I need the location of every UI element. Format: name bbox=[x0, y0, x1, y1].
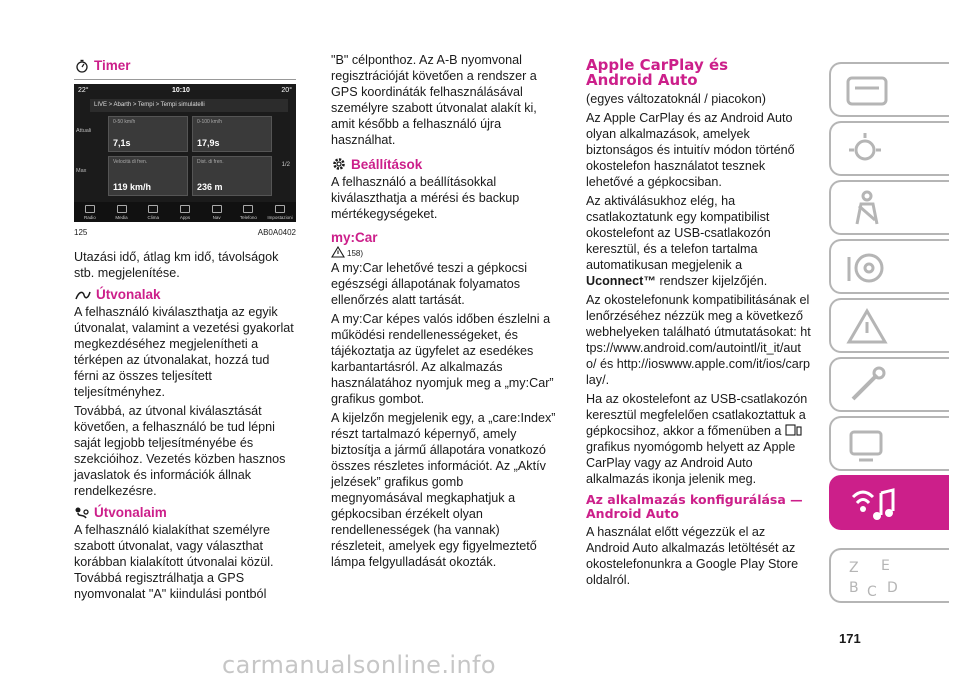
carplay-heading-line-2: Android Auto bbox=[586, 71, 698, 89]
utvonalak-heading-text: Útvonalak bbox=[96, 287, 161, 302]
tile-label: Dist. di fren. bbox=[197, 159, 224, 165]
nav-media: Media bbox=[109, 205, 135, 220]
warning-lights-icon bbox=[843, 129, 893, 171]
tile-0-50 bbox=[108, 116, 188, 152]
figure-caption bbox=[74, 228, 296, 237]
tile-value: 236 m bbox=[197, 182, 223, 192]
service-tools-icon bbox=[843, 365, 893, 407]
paragraph-carplay-3: Az okostelefonunk kompatibilitásának ellenőrzéséhez nézzük meg a következő webhelyeken található útmutatásokat: https://www.android.com/autointl/it_it/auto/ és http://ioswww.apple.com/it/ios/carplay/. bbox=[586, 293, 811, 387]
tab-index[interactable] bbox=[829, 548, 949, 603]
config-heading bbox=[586, 493, 811, 521]
timer-heading bbox=[74, 58, 296, 73]
tile-brake-distance bbox=[192, 156, 272, 196]
mycar-heading: my:Car bbox=[331, 230, 378, 245]
footer-watermark: carmanualsonline.info bbox=[222, 651, 496, 679]
tile-label: 0-50 km/h bbox=[113, 119, 136, 125]
p2-text-a: Az aktiválásukhoz elég, ha csatlakoztatunk egy kompatibilist okostelefont az USB-csatlakozón keresztül, és a telefon tartalma automatikusan megjelenik a bbox=[586, 194, 771, 272]
screen-nav-bar bbox=[74, 202, 296, 222]
utvonalak-heading bbox=[74, 287, 296, 302]
divider bbox=[74, 79, 296, 80]
screen-breadcrumb: LIVE > Abarth > Tempi > Tempi simulatelli bbox=[90, 99, 288, 112]
paragraph-mycar-2: A my:Car képes valós időben észlelni a működési rendellenességeket, és tájékoztatja az ügyfelet az esedékes karbantartásról. Az alkalmazás használatához nyomjuk meg a „my:Car” grafikus gombot. bbox=[331, 312, 554, 406]
p4-text-a: Ha az okostelefont az USB-csatlakozón keresztül megfelelően csatlakoztattuk a gépkocsihoz, akkor a főmenüben a bbox=[586, 392, 808, 438]
tile-brake-speed bbox=[108, 156, 188, 196]
paragraph-config: A használat előtt végezzük el az Android Auto alkalmazás letöltését az okostelefonunkra a Google Play Store oldalról. bbox=[586, 525, 799, 587]
paragraph-continued: "B" célponthoz. Az A-B nyomvonal regisztrációját követően a rendszer a GPS koordináták felhasználásával személyre szabott útvonalat alakít ki, amit később a felhasználó újra használhat. bbox=[331, 53, 537, 147]
uconnect-brand: Uconnect™ bbox=[586, 274, 656, 288]
tab-multimedia-active[interactable] bbox=[829, 475, 949, 530]
seat-safety-icon bbox=[843, 188, 893, 230]
gear-icon bbox=[331, 156, 347, 172]
tile-label: 0-100 km/h bbox=[197, 119, 223, 125]
temp-right: 20° bbox=[281, 87, 292, 94]
side-label-actual: Attuali bbox=[76, 128, 92, 134]
svg-text:B: B bbox=[849, 580, 859, 596]
emergency-triangle-icon bbox=[843, 306, 893, 348]
tab-multimedia[interactable] bbox=[829, 416, 949, 471]
paragraph-timer: Utazási idő, átlag km idő, távolságok stb. megjelenítése. bbox=[74, 250, 279, 280]
note-ref: 158) bbox=[347, 249, 364, 258]
phone-connect-icon bbox=[785, 424, 803, 436]
paragraph-carplay-2 bbox=[586, 193, 811, 289]
nav-telefono: Telefono bbox=[235, 205, 261, 220]
page-indicator: 1/2 bbox=[281, 162, 290, 168]
tile-value: 7,1s bbox=[113, 138, 131, 148]
side-label-max: Max bbox=[76, 168, 87, 174]
timer-heading-text: Timer bbox=[94, 58, 131, 73]
paragraph-utvonalak-1: A felhasználó kiválaszthatja az egyik útvonalat, valamint a vezetési gyakorlat megkezdéséhez megjelenítheti a térképen az útvonalakat, hozzá tud férni az összes teljesített teljesítményhez. bbox=[74, 305, 294, 399]
p2-text-b: rendszer kijelzőjén. bbox=[655, 274, 768, 288]
tile-0-100 bbox=[192, 116, 272, 152]
nav-clima: Clima bbox=[140, 205, 166, 220]
nav-radio: Radio bbox=[77, 205, 103, 220]
route-icon bbox=[74, 289, 92, 301]
svg-text:Z: Z bbox=[849, 560, 859, 576]
svg-text:C: C bbox=[867, 584, 877, 600]
paragraph-carplay-1: Az Apple CarPlay és az Android Auto olyan alkalmazások, amelyek biztonságos és intuitív módon történő okostelefon használatot tesznek lehetővé a gépkocsiban. bbox=[586, 111, 795, 189]
paragraph-utvonalaim: A felhasználó kialakíthat személyre szabott útvonalat, vagy választhat korábban kialakított útvonalai közül. Továbbá regisztrálhatja a GPS nyomvonalat "A" kiindulási pontból bbox=[74, 523, 274, 601]
paragraph-beallitasok: A felhasználó a beállításokkal kiválaszthatja a mérési és backup mértékegységeket. bbox=[331, 175, 520, 221]
nav-nav: Nav bbox=[204, 205, 230, 220]
tab-seat-safety[interactable] bbox=[829, 180, 949, 235]
column-1 bbox=[74, 52, 296, 605]
p4-text-b: grafikus nyomógomb helyett az Apple CarPlay vagy az Android Auto alkalmazás ikonja jelenik meg. bbox=[586, 440, 796, 486]
svg-text:E: E bbox=[881, 558, 890, 574]
page-number: 171 bbox=[839, 631, 861, 646]
index-letters-icon bbox=[843, 556, 903, 600]
tile-value: 17,9s bbox=[197, 138, 220, 148]
figure-code: AB0A0402 bbox=[257, 228, 296, 237]
beallitasok-heading-text: Beállítások bbox=[351, 156, 423, 172]
subtitle: (egyes változatoknál / piacokon) bbox=[586, 92, 766, 106]
tab-service[interactable] bbox=[829, 357, 949, 412]
paragraph-carplay-4 bbox=[586, 391, 811, 487]
utvonalaim-heading-text: Útvonalaim bbox=[94, 505, 167, 520]
paragraph-utvonalak-2: Továbbá, az útvonal kiválasztását követően, a felhasználó be tud lépni saját legjobb teljesítményébe és szekcióihoz. Vezetés közben hasznos javaslatok és információk állnak rendelkezésre. bbox=[74, 404, 286, 498]
screen-status-bar bbox=[74, 84, 296, 98]
column-3 bbox=[586, 52, 811, 591]
warning-note bbox=[331, 246, 556, 258]
config-heading-line-2: Android Auto bbox=[586, 506, 679, 521]
steering-start-icon bbox=[843, 247, 893, 289]
clock: 10:10 bbox=[172, 87, 190, 94]
warning-triangle-icon bbox=[331, 246, 345, 258]
paragraph-mycar-1: A my:Car lehetővé teszi a gépkocsi egészségi állapotának folyamatos ellenőrzés alatt tartását. bbox=[331, 261, 527, 307]
nav-impostazioni: Impostazioni bbox=[267, 205, 293, 220]
tile-value: 119 km/h bbox=[113, 182, 152, 192]
tab-steering-start[interactable] bbox=[829, 239, 949, 294]
carplay-heading bbox=[586, 58, 811, 88]
tab-emergency[interactable] bbox=[829, 298, 949, 353]
stopwatch-icon bbox=[74, 59, 90, 73]
multimedia-icon bbox=[843, 424, 893, 466]
tile-label: Velocità di fren. bbox=[113, 159, 148, 165]
svg-text:D: D bbox=[887, 580, 898, 596]
tab-warning-lights[interactable] bbox=[829, 121, 949, 176]
figure-screen bbox=[74, 84, 296, 222]
my-routes-icon bbox=[74, 506, 90, 520]
temp-left: 22° bbox=[78, 87, 89, 94]
utvonalaim-heading bbox=[74, 505, 296, 520]
car-dashboard-icon bbox=[843, 70, 893, 112]
connectivity-music-icon bbox=[843, 483, 903, 527]
config-heading-line-1: Az alkalmazás konfigurálása — bbox=[586, 492, 803, 507]
carplay-heading-line-1: Apple CarPlay és bbox=[586, 56, 729, 74]
figure-number: 125 bbox=[74, 228, 88, 237]
beallitasok-heading bbox=[331, 156, 556, 172]
paragraph-mycar-3: A kijelzőn megjelenik egy, a „care:Index” részt tartalmazó képernyő, amely biztosítja a jármű állapotára vonatkozó összes részletes információt. Az „Aktív jelzések” grafikus gomb megnyomásával megkaphatjuk a gépkocsiban érzékelt olyan rendellenességek (ha vannak) részleteit, amelyek egy figyelmeztető lámpa felgyulladását okozták. bbox=[331, 411, 556, 569]
nav-apps: Apps bbox=[172, 205, 198, 220]
tab-car-dashboard[interactable] bbox=[829, 62, 949, 117]
column-2 bbox=[331, 52, 556, 573]
